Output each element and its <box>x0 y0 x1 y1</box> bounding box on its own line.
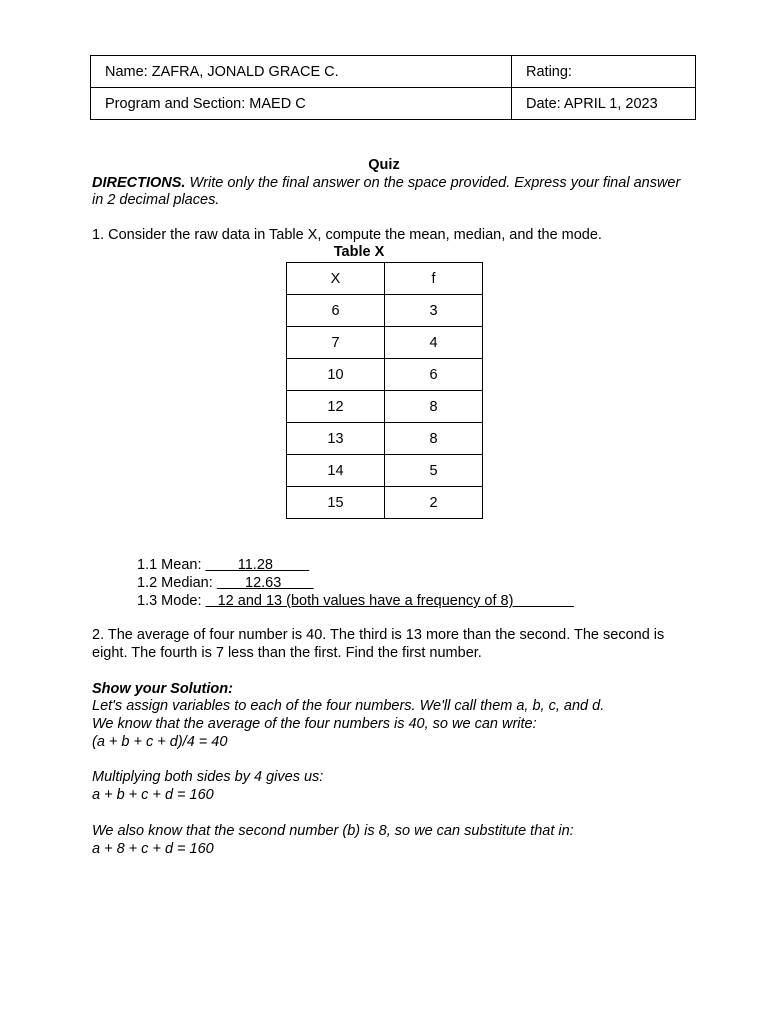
table-row <box>287 487 483 519</box>
table-cell-x: 12 <box>287 391 385 423</box>
directions <box>92 175 692 209</box>
mean-answer: 11.28 <box>205 557 310 573</box>
mean-answer-line <box>137 557 309 573</box>
table-cell-f: 2 <box>385 487 483 519</box>
table-row <box>287 391 483 423</box>
median-answer-line <box>137 575 314 591</box>
table-row <box>287 423 483 455</box>
solution-equation: (a + b + c + d)/4 = 40 <box>92 734 228 750</box>
mode-label: 1.3 Mode: <box>137 593 206 609</box>
quiz-date: Date: APRIL 1, 2023 <box>512 88 696 120</box>
question-2: 2. The average of four number is 40. The third is 13 more than the second. The second is eight. The fourth is 7 less than the first. Find the first number. <box>92 627 665 661</box>
solution-line: We know that the average of the four numbers is 40, so we can write: <box>92 716 537 732</box>
table-cell-f: 8 <box>385 391 483 423</box>
solution-heading: Show your Solution: <box>92 681 233 697</box>
table-cell-x: 14 <box>287 455 385 487</box>
table-cell-f: 5 <box>385 455 483 487</box>
table-cell-f: 6 <box>385 359 483 391</box>
table-row <box>287 455 483 487</box>
table-cell-f: 8 <box>385 423 483 455</box>
table-cell-x: 7 <box>287 327 385 359</box>
quiz-title: Quiz <box>368 157 400 173</box>
student-name: Name: ZAFRA, JONALD GRACE C. <box>91 56 512 88</box>
solution-line: Let's assign variables to each of the four numbers. We'll call them a, b, c, and d. <box>92 698 605 714</box>
mode-answer-line <box>137 593 574 609</box>
solution-equation: a + b + c + d = 160 <box>92 787 214 803</box>
solution-equation: a + 8 + c + d = 160 <box>92 841 214 857</box>
mode-answer: 12 and 13 (both values have a frequency of 8) <box>205 593 574 609</box>
table-header-row <box>287 263 483 295</box>
median-label: 1.2 Median: <box>137 575 217 591</box>
table-caption: Table X <box>333 244 385 260</box>
directions-text: Write only the final answer on the space provided. Express your final answer in 2 decimal places. <box>92 175 681 208</box>
table-cell-f: 4 <box>385 327 483 359</box>
solution-line: Multiplying both sides by 4 gives us: <box>92 769 324 785</box>
solution-line: We also know that the second number (b) is 8, so we can substitute that in: <box>92 823 574 839</box>
table-cell-x: 10 <box>287 359 385 391</box>
student-info-table <box>90 55 696 120</box>
table-row <box>287 359 483 391</box>
table-cell-x: 15 <box>287 487 385 519</box>
question-1: 1. Consider the raw data in Table X, compute the mean, median, and the mode. <box>92 227 602 243</box>
program-section: Program and Section: MAED C <box>91 88 512 120</box>
directions-label: DIRECTIONS. <box>92 175 186 191</box>
table-cell-x: 13 <box>287 423 385 455</box>
table-cell-x: 6 <box>287 295 385 327</box>
mean-label: 1.1 Mean: <box>137 557 206 573</box>
median-answer: 12.63 <box>216 575 314 591</box>
rating-field: Rating: <box>512 56 696 88</box>
column-header-f: f <box>385 263 483 295</box>
table-row <box>287 295 483 327</box>
frequency-table <box>286 262 483 519</box>
table-row <box>287 327 483 359</box>
table-cell-f: 3 <box>385 295 483 327</box>
column-header-x: X <box>287 263 385 295</box>
